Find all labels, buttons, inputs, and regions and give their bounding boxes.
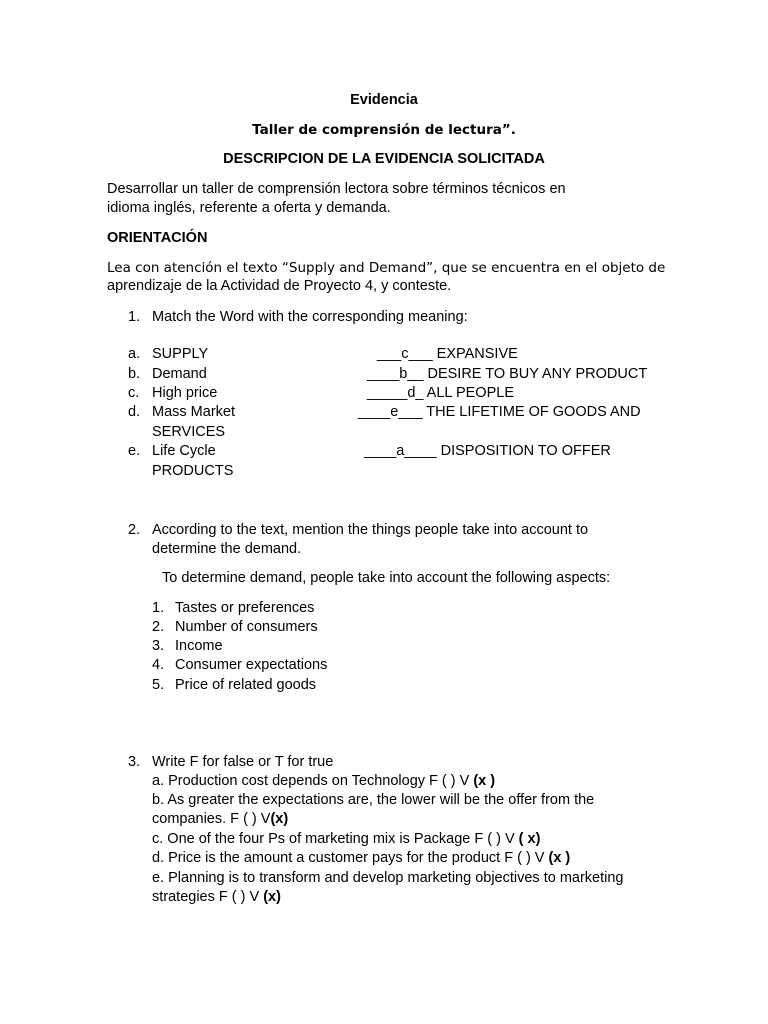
statement-d (152, 849, 570, 868)
match-item-continuation: SERVICES (152, 424, 226, 440)
list-item-number: 3. (152, 638, 165, 654)
list-item-number: 4. (152, 657, 165, 673)
question-2-answer-intro: To determine demand, people take into account the following aspects: (162, 570, 611, 586)
orientation-line-1: Lea con atención el texto “Supply and Demand”, que se encuentra en el objeto de (107, 260, 666, 276)
true-mark: ( x) (518, 831, 541, 847)
match-item-term: Life Cycle (152, 443, 216, 459)
statement-text: strategies F ( ) V (152, 889, 264, 905)
match-item-term: Mass Market (152, 404, 235, 420)
list-item-number: 2. (152, 619, 165, 635)
statement-b-line-2 (152, 810, 288, 829)
true-mark: (x ) (548, 850, 571, 866)
match-item-letter: b. (128, 366, 141, 382)
match-item-answer: ___c___ EXPANSIVE (377, 346, 518, 362)
match-item-letter: c. (128, 385, 140, 401)
match-item-term: Demand (152, 366, 207, 382)
match-item-answer: ____a____ DISPOSITION TO OFFER (364, 443, 611, 459)
match-item-term: High price (152, 385, 218, 401)
match-item-continuation: PRODUCTS (152, 463, 234, 479)
statement-a (152, 772, 495, 791)
statement-b-line-1: b. As greater the expectations are, the lower will be the offer from the (152, 792, 595, 808)
statement-e-line-2 (152, 888, 281, 907)
true-mark: (x) (270, 811, 289, 827)
question-1-number: 1. (128, 309, 141, 325)
question-2-number: 2. (128, 522, 141, 538)
list-item-text: Number of consumers (175, 619, 318, 635)
match-item-letter: e. (128, 443, 141, 459)
true-mark: (x) (263, 889, 281, 905)
list-item-number: 5. (152, 677, 165, 693)
true-mark: (x ) (473, 773, 496, 789)
list-item-number: 1. (152, 600, 165, 616)
question-2-line-1: According to the text, mention the things people take into account to (152, 522, 589, 538)
question-3-number: 3. (128, 754, 141, 770)
section-title: DESCRIPCION DE LA EVIDENCIA SOLICITADA (223, 151, 545, 167)
question-3-text: Write F for false or T for true (152, 754, 334, 770)
match-item-answer: _____d_ ALL PEOPLE (367, 385, 514, 401)
list-item-text: Price of related goods (175, 677, 317, 693)
list-item-text: Tastes or preferences (175, 600, 315, 616)
description-line-1: Desarrollar un taller de comprensión lectora sobre términos técnicos en (107, 181, 566, 197)
orientation-line-2: aprendizaje de la Actividad de Proyecto 4, y conteste. (107, 278, 452, 294)
match-item-answer: ____e___ THE LIFETIME OF GOODS AND (358, 404, 641, 420)
question-2-line-2: determine the demand. (152, 541, 302, 557)
document-title: Evidencia (350, 92, 418, 108)
statement-text: companies. F ( ) V (152, 811, 271, 827)
statement-text: d. Price is the amount a customer pays for the product F ( ) V (152, 850, 549, 866)
match-item-answer: ____b__ DESIRE TO BUY ANY PRODUCT (367, 366, 648, 382)
statement-e-line-1: e. Planning is to transform and develop marketing objectives to marketing (152, 870, 624, 886)
match-item-term: SUPPLY (152, 346, 209, 362)
list-item-text: Income (175, 638, 223, 654)
match-item-letter: a. (128, 346, 141, 362)
statement-text: c. One of the four Ps of marketing mix is Package F ( ) V (152, 831, 519, 847)
orientation-heading: ORIENTACIÓN (107, 230, 208, 246)
question-1-text: Match the Word with the corresponding meaning: (152, 309, 468, 325)
list-item-text: Consumer expectations (175, 657, 328, 673)
match-item-letter: d. (128, 404, 141, 420)
document-subtitle: Taller de comprensión de lectura”. (252, 122, 516, 138)
description-line-2: idioma inglés, referente a oferta y demanda. (107, 200, 391, 216)
statement-c (152, 830, 540, 849)
statement-text: a. Production cost depends on Technology F ( ) V (152, 773, 474, 789)
